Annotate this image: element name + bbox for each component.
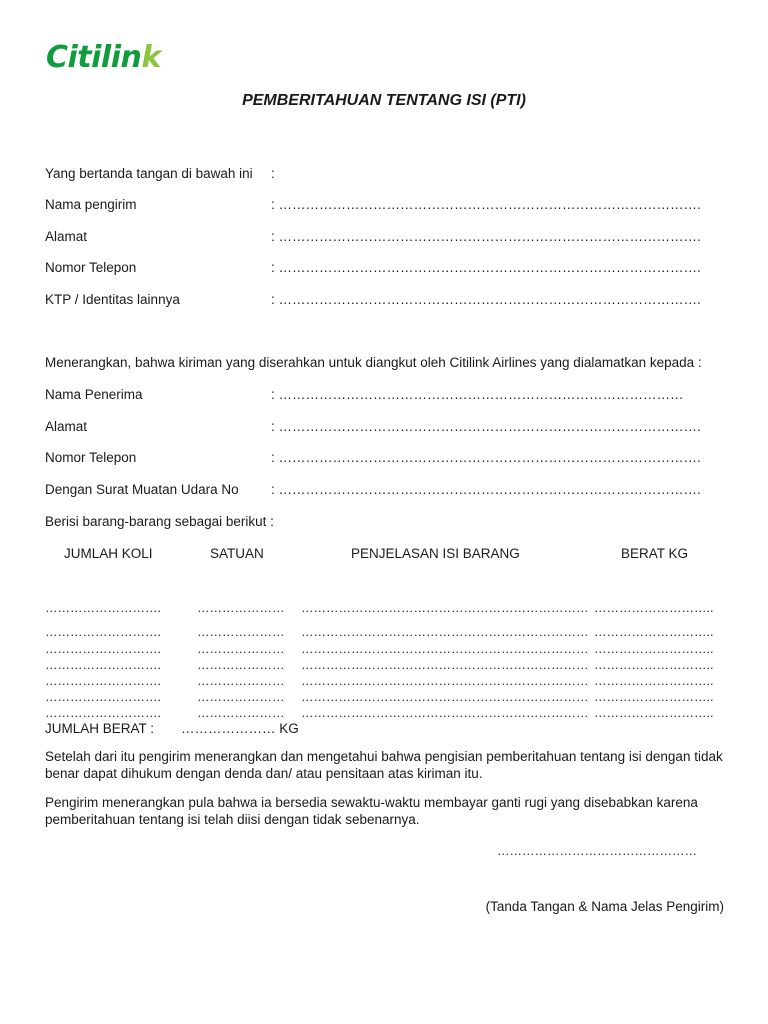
sender-phone-label: Nomor Telepon bbox=[45, 260, 137, 275]
item-penjelasan-field[interactable]: …………………………………………………………… bbox=[301, 658, 589, 672]
statement-text: Menerangkan, bahwa kiriman yang diserahkan untuk diangkut oleh Citilink Airlines yang dialamatkan kepada : bbox=[45, 355, 702, 370]
item-penjelasan-field[interactable]: …………………………………………………………… bbox=[301, 706, 589, 720]
item-berat-field[interactable]: ……………………….. bbox=[594, 674, 714, 688]
item-penjelasan-field[interactable]: …………………………………………………………… bbox=[301, 625, 589, 639]
contents-intro: Berisi barang-barang sebagai berikut : bbox=[45, 514, 274, 529]
declaration-paragraph-2: Pengirim menerangkan pula bahwa ia bersedia sewaktu-waktu membayar ganti rugi yang disebabkan karena pemberitahuan tentang isi telah diisi dengan tidak sebenarnya. bbox=[45, 795, 698, 827]
sender-intro-colon: : bbox=[271, 166, 275, 181]
total-weight-field[interactable]: ………………… KG bbox=[181, 721, 299, 736]
awb-number-row bbox=[45, 482, 701, 497]
item-satuan-field[interactable]: ………………… bbox=[197, 706, 285, 720]
citilink-logo bbox=[46, 40, 161, 75]
recipient-name-row bbox=[45, 387, 684, 402]
item-satuan-field[interactable]: ………………… bbox=[197, 625, 285, 639]
sender-name-field[interactable]: : …………………………………………………………………………………. bbox=[271, 197, 701, 212]
awb-number-field[interactable]: : …………………………………………………………………………………. bbox=[271, 482, 701, 497]
sender-name-label: Nama pengirim bbox=[45, 197, 137, 212]
signature-caption: (Tanda Tangan & Nama Jelas Pengirim) bbox=[485, 899, 724, 914]
item-koli-field[interactable]: ………………………. bbox=[45, 690, 161, 704]
item-koli-field[interactable]: ………………………. bbox=[45, 706, 161, 720]
item-satuan-field[interactable]: ………………… bbox=[197, 601, 285, 615]
sender-intro-row bbox=[45, 166, 275, 181]
item-koli-field[interactable]: ………………………. bbox=[45, 642, 161, 656]
document-title: PEMBERITAHUAN TENTANG ISI (PTI) bbox=[242, 92, 526, 109]
recipient-name-field[interactable]: : ……………………………………………………………………………… bbox=[271, 387, 684, 402]
declaration-paragraph-1: Setelah dari itu pengirim menerangkan dan mengetahui bahwa pengisian pemberitahuan tentang isi dengan tidak benar dapat dihukum dengan denda dan/ atau pensitaan atas kiriman itu. bbox=[45, 749, 723, 781]
sender-id-label: KTP / Identitas lainnya bbox=[45, 292, 180, 307]
sender-id-field[interactable]: : …………………………………………………………………………………. bbox=[271, 292, 701, 307]
sender-id-row bbox=[45, 292, 701, 307]
item-penjelasan-field[interactable]: …………………………………………………………… bbox=[301, 690, 589, 704]
logo-wordmark-main: Citilin bbox=[46, 40, 142, 75]
sender-address-row bbox=[45, 229, 701, 244]
recipient-name-label: Nama Penerima bbox=[45, 387, 143, 402]
total-weight-label: JUMLAH BERAT : bbox=[45, 721, 155, 736]
sender-address-label: Alamat bbox=[45, 229, 88, 244]
item-penjelasan-field[interactable]: …………………………………………………………… bbox=[301, 642, 589, 656]
recipient-phone-label: Nomor Telepon bbox=[45, 450, 137, 465]
column-header-penjelasan: PENJELASAN ISI BARANG bbox=[351, 546, 520, 561]
item-berat-field[interactable]: ……………………….. bbox=[594, 658, 714, 672]
signature-line[interactable]: ………………………………………… bbox=[497, 844, 697, 858]
recipient-address-field[interactable]: : …………………………………………………………………………………. bbox=[271, 419, 701, 434]
sender-name-row bbox=[45, 197, 701, 212]
recipient-address-row bbox=[45, 419, 701, 434]
item-penjelasan-field[interactable]: …………………………………………………………… bbox=[301, 674, 589, 688]
column-header-satuan: SATUAN bbox=[210, 546, 264, 561]
item-berat-field[interactable]: ……………………….. bbox=[594, 601, 714, 615]
item-berat-field[interactable]: ……………………….. bbox=[594, 642, 714, 656]
sender-address-field[interactable]: : …………………………………………………………………………………. bbox=[271, 229, 701, 244]
recipient-phone-row bbox=[45, 450, 701, 465]
column-header-jumlah-koli: JUMLAH KOLI bbox=[64, 546, 153, 561]
awb-number-label: Dengan Surat Muatan Udara No bbox=[45, 482, 239, 497]
item-satuan-field[interactable]: ………………… bbox=[197, 674, 285, 688]
logo-wordmark-accent: k bbox=[141, 40, 161, 75]
item-koli-field[interactable]: ………………………. bbox=[45, 625, 161, 639]
item-berat-field[interactable]: ……………………….. bbox=[594, 690, 714, 704]
sender-intro-label: Yang bertanda tangan di bawah ini bbox=[45, 166, 253, 181]
column-header-berat: BERAT KG bbox=[621, 546, 689, 561]
item-berat-field[interactable]: ……………………….. bbox=[594, 706, 714, 720]
item-satuan-field[interactable]: ………………… bbox=[197, 658, 285, 672]
item-koli-field[interactable]: ………………………. bbox=[45, 601, 161, 615]
recipient-phone-field[interactable]: : …………………………………………………………………………………. bbox=[271, 450, 701, 465]
sender-phone-row bbox=[45, 260, 701, 275]
item-koli-field[interactable]: ………………………. bbox=[45, 658, 161, 672]
sender-phone-field[interactable]: : …………………………………………………………………………………. bbox=[271, 260, 701, 275]
item-satuan-field[interactable]: ………………… bbox=[197, 690, 285, 704]
recipient-address-label: Alamat bbox=[45, 419, 88, 434]
item-satuan-field[interactable]: ………………… bbox=[197, 642, 285, 656]
item-penjelasan-field[interactable]: …………………………………………………………… bbox=[301, 601, 589, 615]
item-koli-field[interactable]: ………………………. bbox=[45, 674, 161, 688]
item-berat-field[interactable]: ……………………….. bbox=[594, 625, 714, 639]
